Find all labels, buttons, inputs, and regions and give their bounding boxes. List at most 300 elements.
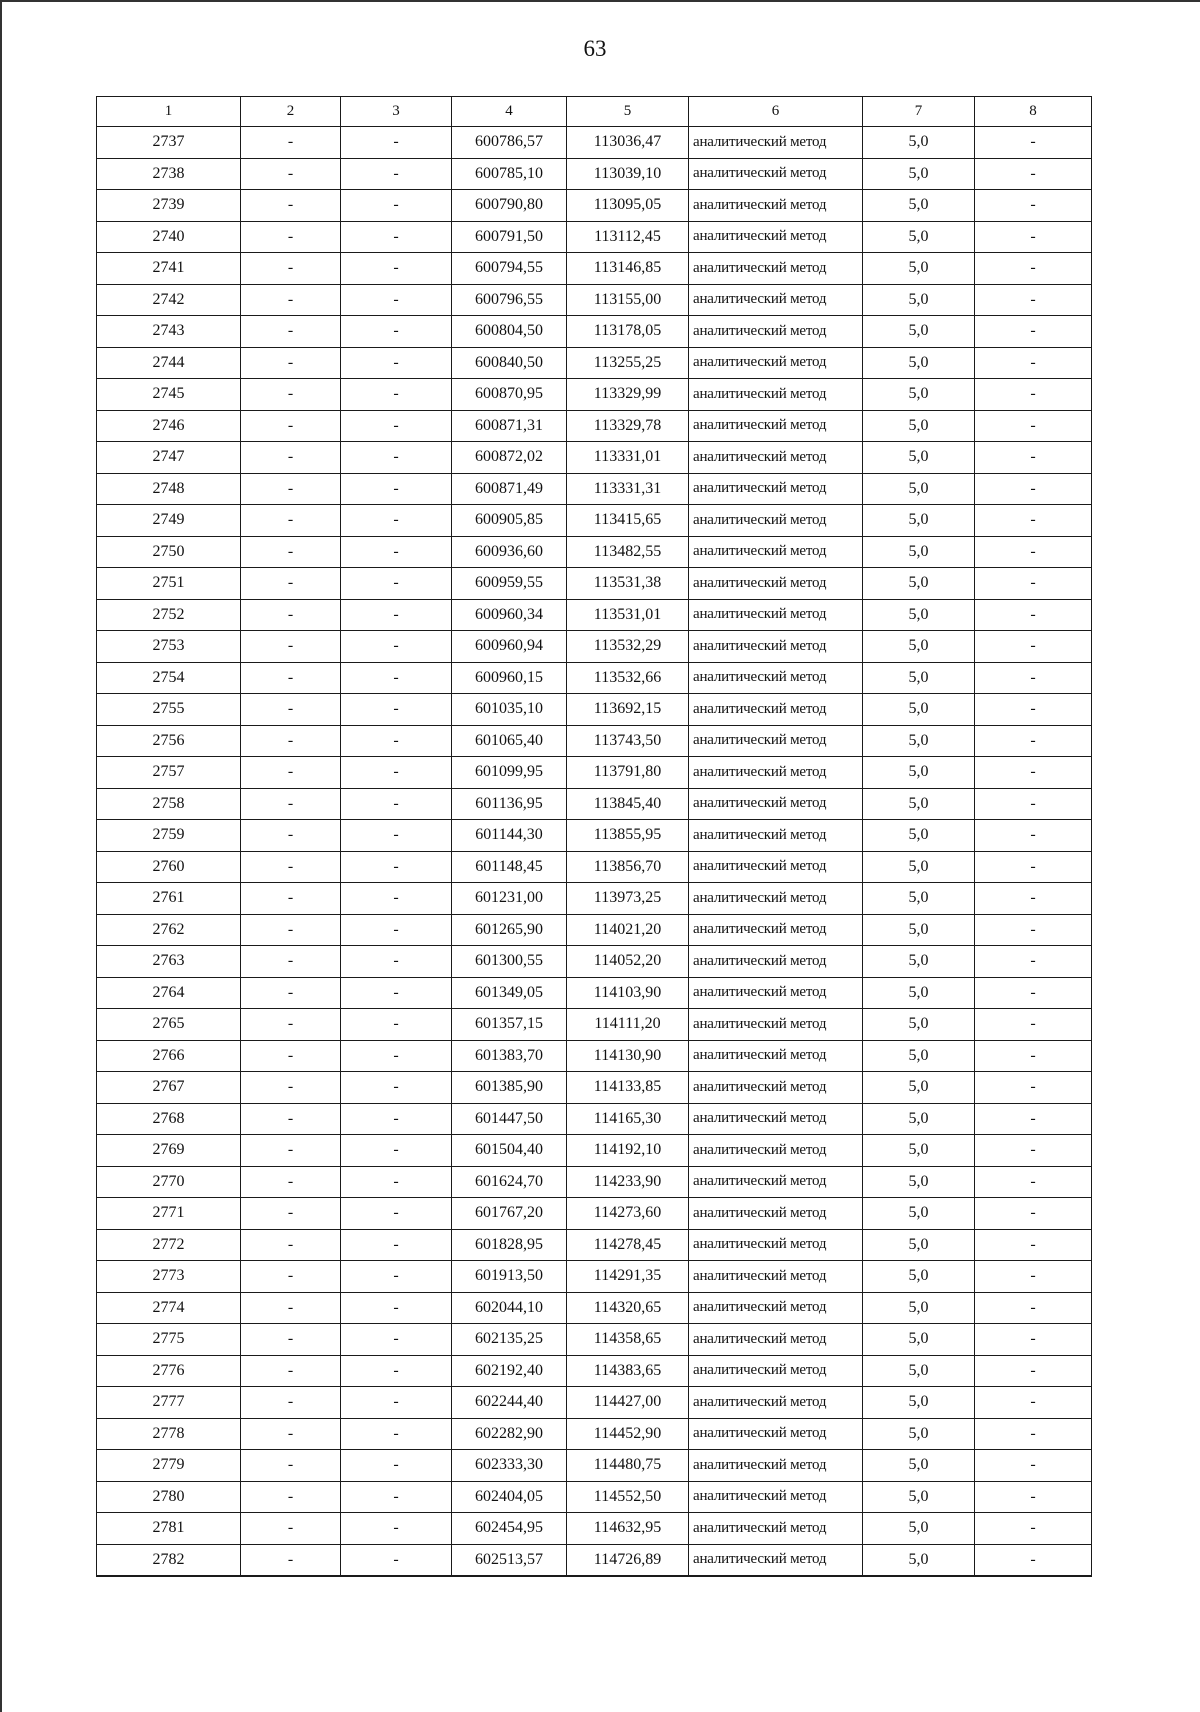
cell-col-2: - — [241, 568, 341, 600]
cell-method: аналитический метод — [689, 316, 863, 348]
cell-col-3: - — [341, 1135, 452, 1167]
cell-coord-y: 113039,10 — [567, 158, 689, 190]
cell-col-3: - — [341, 1198, 452, 1230]
cell-method: аналитический метод — [689, 442, 863, 474]
cell-coord-x: 600804,50 — [452, 316, 567, 348]
cell-col-3: - — [341, 820, 452, 852]
cell-coord-x: 602282,90 — [452, 1418, 567, 1450]
cell-accuracy: 5,0 — [863, 410, 975, 442]
cell-accuracy: 5,0 — [863, 694, 975, 726]
cell-col-3: - — [341, 442, 452, 474]
cell-col-8: - — [975, 1135, 1092, 1167]
cell-col-8: - — [975, 536, 1092, 568]
cell-method: аналитический метод — [689, 599, 863, 631]
cell-point-number: 2764 — [97, 977, 241, 1009]
cell-accuracy: 5,0 — [863, 1513, 975, 1545]
cell-col-2: - — [241, 946, 341, 978]
cell-point-number: 2771 — [97, 1198, 241, 1230]
cell-point-number: 2737 — [97, 127, 241, 159]
cell-coord-x: 601349,05 — [452, 977, 567, 1009]
cell-coord-x: 602404,05 — [452, 1481, 567, 1513]
cell-col-3: - — [341, 977, 452, 1009]
cell-col-2: - — [241, 1481, 341, 1513]
cell-accuracy: 5,0 — [863, 725, 975, 757]
cell-point-number: 2759 — [97, 820, 241, 852]
cell-col-2: - — [241, 725, 341, 757]
cell-accuracy: 5,0 — [863, 1292, 975, 1324]
cell-col-8: - — [975, 347, 1092, 379]
cell-col-8: - — [975, 662, 1092, 694]
cell-coord-x: 600794,55 — [452, 253, 567, 285]
cell-method: аналитический метод — [689, 725, 863, 757]
cell-col-2: - — [241, 1544, 341, 1576]
cell-accuracy: 5,0 — [863, 851, 975, 883]
cell-col-2: - — [241, 1324, 341, 1356]
cell-coord-x: 601828,95 — [452, 1229, 567, 1261]
cell-coord-x: 600840,50 — [452, 347, 567, 379]
cell-col-3: - — [341, 788, 452, 820]
table-row — [97, 1229, 1092, 1261]
table-row — [97, 1481, 1092, 1513]
cell-col-2: - — [241, 347, 341, 379]
cell-coord-x: 602454,95 — [452, 1513, 567, 1545]
cell-coord-y: 114452,90 — [567, 1418, 689, 1450]
cell-col-8: - — [975, 820, 1092, 852]
table-row — [97, 883, 1092, 915]
cell-col-3: - — [341, 190, 452, 222]
cell-point-number: 2773 — [97, 1261, 241, 1293]
cell-coord-x: 601913,50 — [452, 1261, 567, 1293]
cell-col-8: - — [975, 1009, 1092, 1041]
cell-method: аналитический метод — [689, 1292, 863, 1324]
cell-col-3: - — [341, 757, 452, 789]
cell-col-3: - — [341, 851, 452, 883]
cell-col-3: - — [341, 1450, 452, 1482]
cell-coord-y: 114383,65 — [567, 1355, 689, 1387]
column-header-2: 2 — [241, 97, 341, 127]
cell-coord-x: 602044,10 — [452, 1292, 567, 1324]
cell-coord-y: 113331,01 — [567, 442, 689, 474]
cell-coord-y: 114291,35 — [567, 1261, 689, 1293]
table-row — [97, 757, 1092, 789]
cell-col-8: - — [975, 1072, 1092, 1104]
cell-col-3: - — [341, 1324, 452, 1356]
cell-col-8: - — [975, 757, 1092, 789]
cell-col-8: - — [975, 1544, 1092, 1576]
cell-coord-y: 114320,65 — [567, 1292, 689, 1324]
cell-coord-x: 601144,30 — [452, 820, 567, 852]
cell-method: аналитический метод — [689, 347, 863, 379]
table-row — [97, 1040, 1092, 1072]
cell-col-8: - — [975, 1040, 1092, 1072]
cell-col-2: - — [241, 158, 341, 190]
cell-method: аналитический метод — [689, 1387, 863, 1419]
cell-coord-x: 600871,49 — [452, 473, 567, 505]
cell-method: аналитический метод — [689, 536, 863, 568]
cell-col-3: - — [341, 1166, 452, 1198]
cell-point-number: 2781 — [97, 1513, 241, 1545]
cell-coord-y: 114192,10 — [567, 1135, 689, 1167]
cell-col-8: - — [975, 284, 1092, 316]
cell-accuracy: 5,0 — [863, 505, 975, 537]
cell-col-3: - — [341, 505, 452, 537]
cell-col-8: - — [975, 851, 1092, 883]
cell-method: аналитический метод — [689, 1009, 863, 1041]
table-row — [97, 946, 1092, 978]
cell-point-number: 2775 — [97, 1324, 241, 1356]
cell-col-8: - — [975, 473, 1092, 505]
cell-col-3: - — [341, 1387, 452, 1419]
cell-coord-y: 114358,65 — [567, 1324, 689, 1356]
table-row — [97, 1072, 1092, 1104]
cell-col-2: - — [241, 883, 341, 915]
cell-accuracy: 5,0 — [863, 379, 975, 411]
cell-col-3: - — [341, 410, 452, 442]
cell-coord-y: 113791,80 — [567, 757, 689, 789]
cell-point-number: 2769 — [97, 1135, 241, 1167]
cell-accuracy: 5,0 — [863, 1481, 975, 1513]
cell-col-8: - — [975, 442, 1092, 474]
cell-point-number: 2755 — [97, 694, 241, 726]
cell-accuracy: 5,0 — [863, 977, 975, 1009]
column-header-8: 8 — [975, 97, 1092, 127]
table-row — [97, 347, 1092, 379]
cell-col-2: - — [241, 127, 341, 159]
cell-col-8: - — [975, 221, 1092, 253]
cell-point-number: 2762 — [97, 914, 241, 946]
cell-coord-x: 601357,15 — [452, 1009, 567, 1041]
cell-coord-x: 602192,40 — [452, 1355, 567, 1387]
cell-col-2: - — [241, 1135, 341, 1167]
cell-method: аналитический метод — [689, 820, 863, 852]
table-row — [97, 1418, 1092, 1450]
cell-coord-y: 114233,90 — [567, 1166, 689, 1198]
cell-point-number: 2772 — [97, 1229, 241, 1261]
cell-col-2: - — [241, 379, 341, 411]
cell-col-3: - — [341, 473, 452, 505]
cell-point-number: 2751 — [97, 568, 241, 600]
table-row — [97, 977, 1092, 1009]
cell-accuracy: 5,0 — [863, 1009, 975, 1041]
cell-col-2: - — [241, 1198, 341, 1230]
cell-coord-y: 114111,20 — [567, 1009, 689, 1041]
table-row — [97, 788, 1092, 820]
cell-accuracy: 5,0 — [863, 284, 975, 316]
cell-method: аналитический метод — [689, 883, 863, 915]
table-row — [97, 316, 1092, 348]
cell-method: аналитический метод — [689, 788, 863, 820]
cell-col-2: - — [241, 1418, 341, 1450]
cell-coord-y: 113329,99 — [567, 379, 689, 411]
table-header-row — [97, 97, 1092, 127]
cell-col-3: - — [341, 1418, 452, 1450]
cell-coord-y: 114021,20 — [567, 914, 689, 946]
column-header-5: 5 — [567, 97, 689, 127]
page-border-left — [0, 0, 2, 1712]
cell-point-number: 2765 — [97, 1009, 241, 1041]
cell-method: аналитический метод — [689, 1135, 863, 1167]
cell-point-number: 2742 — [97, 284, 241, 316]
cell-coord-y: 113415,65 — [567, 505, 689, 537]
column-header-7: 7 — [863, 97, 975, 127]
cell-coord-y: 114278,45 — [567, 1229, 689, 1261]
cell-col-3: - — [341, 1009, 452, 1041]
column-header-6: 6 — [689, 97, 863, 127]
cell-coord-y: 114052,20 — [567, 946, 689, 978]
table-row — [97, 1103, 1092, 1135]
cell-col-8: - — [975, 1481, 1092, 1513]
cell-accuracy: 5,0 — [863, 1387, 975, 1419]
cell-coord-x: 601383,70 — [452, 1040, 567, 1072]
cell-coord-y: 114165,30 — [567, 1103, 689, 1135]
cell-coord-x: 600790,80 — [452, 190, 567, 222]
cell-col-3: - — [341, 158, 452, 190]
cell-col-3: - — [341, 914, 452, 946]
table-row — [97, 253, 1092, 285]
cell-coord-y: 113112,45 — [567, 221, 689, 253]
cell-accuracy: 5,0 — [863, 820, 975, 852]
cell-col-8: - — [975, 631, 1092, 663]
cell-method: аналитический метод — [689, 1481, 863, 1513]
table-row — [97, 410, 1092, 442]
cell-col-2: - — [241, 1072, 341, 1104]
cell-coord-y: 114103,90 — [567, 977, 689, 1009]
cell-col-8: - — [975, 694, 1092, 726]
cell-col-3: - — [341, 599, 452, 631]
cell-col-3: - — [341, 1292, 452, 1324]
cell-col-3: - — [341, 694, 452, 726]
cell-coord-y: 113531,01 — [567, 599, 689, 631]
cell-coord-y: 113482,55 — [567, 536, 689, 568]
cell-col-3: - — [341, 1481, 452, 1513]
page-border-top — [0, 0, 1200, 2]
cell-coord-y: 113178,05 — [567, 316, 689, 348]
cell-method: аналитический метод — [689, 284, 863, 316]
cell-col-2: - — [241, 599, 341, 631]
cell-col-2: - — [241, 1040, 341, 1072]
cell-col-8: - — [975, 1418, 1092, 1450]
cell-accuracy: 5,0 — [863, 316, 975, 348]
cell-col-3: - — [341, 1072, 452, 1104]
cell-col-8: - — [975, 1387, 1092, 1419]
cell-col-8: - — [975, 946, 1092, 978]
cell-coord-x: 600872,02 — [452, 442, 567, 474]
table-row — [97, 1135, 1092, 1167]
cell-method: аналитический метод — [689, 221, 863, 253]
cell-accuracy: 5,0 — [863, 253, 975, 285]
table-row — [97, 1261, 1092, 1293]
table-row — [97, 851, 1092, 883]
cell-col-8: - — [975, 1355, 1092, 1387]
cell-coord-x: 600786,57 — [452, 127, 567, 159]
cell-accuracy: 5,0 — [863, 1418, 975, 1450]
cell-method: аналитический метод — [689, 1544, 863, 1576]
cell-coord-x: 600936,60 — [452, 536, 567, 568]
cell-point-number: 2741 — [97, 253, 241, 285]
table-row — [97, 568, 1092, 600]
cell-accuracy: 5,0 — [863, 158, 975, 190]
cell-method: аналитический метод — [689, 1229, 863, 1261]
table-row — [97, 473, 1092, 505]
cell-accuracy: 5,0 — [863, 1198, 975, 1230]
cell-col-2: - — [241, 442, 341, 474]
table-row — [97, 631, 1092, 663]
cell-accuracy: 5,0 — [863, 442, 975, 474]
table-row — [97, 190, 1092, 222]
table-row — [97, 221, 1092, 253]
cell-point-number: 2766 — [97, 1040, 241, 1072]
cell-col-3: - — [341, 725, 452, 757]
cell-coord-x: 601099,95 — [452, 757, 567, 789]
cell-point-number: 2779 — [97, 1450, 241, 1482]
table-row — [97, 442, 1092, 474]
table-row — [97, 1292, 1092, 1324]
cell-coord-y: 113329,78 — [567, 410, 689, 442]
cell-col-8: - — [975, 190, 1092, 222]
cell-method: аналитический метод — [689, 1072, 863, 1104]
cell-col-2: - — [241, 190, 341, 222]
cell-accuracy: 5,0 — [863, 883, 975, 915]
table-row — [97, 1009, 1092, 1041]
cell-col-2: - — [241, 977, 341, 1009]
cell-col-2: - — [241, 505, 341, 537]
cell-point-number: 2780 — [97, 1481, 241, 1513]
cell-coord-x: 602333,30 — [452, 1450, 567, 1482]
cell-accuracy: 5,0 — [863, 757, 975, 789]
cell-method: аналитический метод — [689, 1450, 863, 1482]
cell-point-number: 2782 — [97, 1544, 241, 1576]
cell-col-3: - — [341, 1103, 452, 1135]
table-row — [97, 599, 1092, 631]
cell-point-number: 2744 — [97, 347, 241, 379]
cell-col-8: - — [975, 568, 1092, 600]
cell-col-2: - — [241, 1261, 341, 1293]
cell-col-3: - — [341, 1229, 452, 1261]
cell-coord-y: 113856,70 — [567, 851, 689, 883]
cell-col-8: - — [975, 505, 1092, 537]
cell-coord-y: 113095,05 — [567, 190, 689, 222]
cell-method: аналитический метод — [689, 757, 863, 789]
cell-col-8: - — [975, 410, 1092, 442]
table-row — [97, 1166, 1092, 1198]
cell-coord-x: 601265,90 — [452, 914, 567, 946]
cell-method: аналитический метод — [689, 473, 863, 505]
cell-method: аналитический метод — [689, 851, 863, 883]
cell-coord-x: 600960,94 — [452, 631, 567, 663]
cell-accuracy: 5,0 — [863, 221, 975, 253]
cell-coord-y: 113531,38 — [567, 568, 689, 600]
cell-method: аналитический метод — [689, 662, 863, 694]
cell-coord-y: 113855,95 — [567, 820, 689, 852]
table-row — [97, 284, 1092, 316]
cell-coord-x: 601035,10 — [452, 694, 567, 726]
table-row — [97, 1198, 1092, 1230]
cell-coord-y: 113743,50 — [567, 725, 689, 757]
cell-point-number: 2760 — [97, 851, 241, 883]
cell-coord-x: 601136,95 — [452, 788, 567, 820]
cell-method: аналитический метод — [689, 1040, 863, 1072]
cell-point-number: 2746 — [97, 410, 241, 442]
cell-col-8: - — [975, 883, 1092, 915]
cell-accuracy: 5,0 — [863, 631, 975, 663]
cell-col-3: - — [341, 883, 452, 915]
cell-col-8: - — [975, 1324, 1092, 1356]
cell-coord-x: 601065,40 — [452, 725, 567, 757]
column-header-1: 1 — [97, 97, 241, 127]
cell-point-number: 2757 — [97, 757, 241, 789]
cell-accuracy: 5,0 — [863, 1324, 975, 1356]
cell-col-2: - — [241, 820, 341, 852]
cell-col-8: - — [975, 1103, 1092, 1135]
cell-accuracy: 5,0 — [863, 1166, 975, 1198]
cell-coord-x: 600785,10 — [452, 158, 567, 190]
cell-point-number: 2758 — [97, 788, 241, 820]
cell-accuracy: 5,0 — [863, 1103, 975, 1135]
cell-accuracy: 5,0 — [863, 1229, 975, 1261]
cell-col-2: - — [241, 410, 341, 442]
cell-point-number: 2761 — [97, 883, 241, 915]
cell-point-number: 2743 — [97, 316, 241, 348]
cell-col-2: - — [241, 788, 341, 820]
cell-coord-x: 600960,15 — [452, 662, 567, 694]
cell-method: аналитический метод — [689, 379, 863, 411]
cell-coord-x: 601385,90 — [452, 1072, 567, 1104]
cell-col-3: - — [341, 127, 452, 159]
cell-coord-x: 601624,70 — [452, 1166, 567, 1198]
cell-col-2: - — [241, 1166, 341, 1198]
cell-col-2: - — [241, 316, 341, 348]
cell-method: аналитический метод — [689, 1261, 863, 1293]
cell-method: аналитический метод — [689, 190, 863, 222]
cell-coord-x: 601300,55 — [452, 946, 567, 978]
cell-coord-x: 600796,55 — [452, 284, 567, 316]
cell-col-2: - — [241, 1387, 341, 1419]
cell-method: аналитический метод — [689, 1355, 863, 1387]
cell-col-2: - — [241, 757, 341, 789]
page-number: 63 — [583, 36, 607, 61]
cell-col-8: - — [975, 977, 1092, 1009]
cell-method: аналитический метод — [689, 505, 863, 537]
cell-col-3: - — [341, 1355, 452, 1387]
cell-coord-y: 113532,29 — [567, 631, 689, 663]
cell-accuracy: 5,0 — [863, 190, 975, 222]
cell-method: аналитический метод — [689, 1513, 863, 1545]
cell-accuracy: 5,0 — [863, 788, 975, 820]
cell-accuracy: 5,0 — [863, 946, 975, 978]
table-row — [97, 725, 1092, 757]
cell-point-number: 2753 — [97, 631, 241, 663]
cell-coord-x: 600905,85 — [452, 505, 567, 537]
table-row — [97, 694, 1092, 726]
cell-col-3: - — [341, 568, 452, 600]
cell-coord-y: 113692,15 — [567, 694, 689, 726]
cell-coord-x: 602513,57 — [452, 1544, 567, 1576]
cell-point-number: 2754 — [97, 662, 241, 694]
cell-col-2: - — [241, 1450, 341, 1482]
cell-coord-y: 114427,00 — [567, 1387, 689, 1419]
cell-point-number: 2745 — [97, 379, 241, 411]
cell-col-2: - — [241, 536, 341, 568]
cell-point-number: 2739 — [97, 190, 241, 222]
cell-method: аналитический метод — [689, 1103, 863, 1135]
cell-accuracy: 5,0 — [863, 1135, 975, 1167]
cell-method: аналитический метод — [689, 977, 863, 1009]
cell-accuracy: 5,0 — [863, 1355, 975, 1387]
cell-coord-y: 114130,90 — [567, 1040, 689, 1072]
table-row — [97, 536, 1092, 568]
cell-col-2: - — [241, 662, 341, 694]
cell-coord-y: 113146,85 — [567, 253, 689, 285]
